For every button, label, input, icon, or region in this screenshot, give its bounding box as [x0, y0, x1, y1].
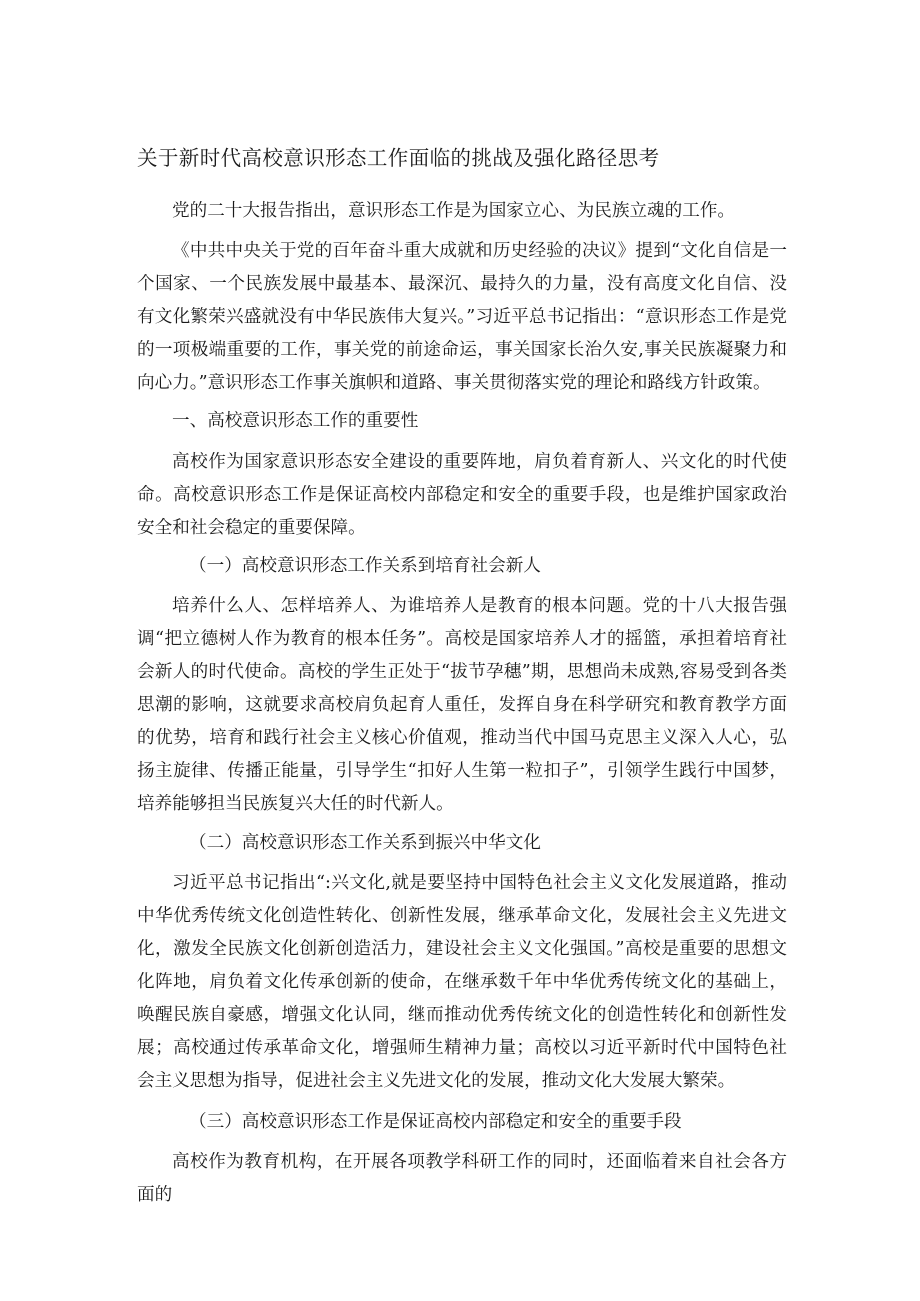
paragraph-revitalize-culture: 习近平总书记指出“:兴文化,就是要坚持中国特色社会主义文化发展道路，推动中华优秀传统文化创造性转化、创新性发展，继承革命文化，发展社会主义先进文化，激发全民族文化创新创造活力，建设社会主义文化强国。”高校是重要的思想文化阵地，肩负着文化传承创新的使命，在继承数千年中华优秀传统文化的基础上，唤醒民族自豪感，增强文化认同，继而推动优秀传统文化的创造性转化和创新性发展；高校通过传承革命文化，增强师生精神力量；高校以习近平新时代中国特色社会主义思想为指导，促进社会主义先进文化的发展，推动文化大发展大繁荣。 — [137, 873, 787, 1091]
document-title: 关于新时代高校意识形态工作面临的挑战及强化路径思考 — [137, 146, 660, 170]
paragraph-resolution-quote: 《中共中央关于党的百年奋斗重大成就和历史经验的决议》提到“文化自信是一个国家、一个民族发展中最基本、最深沉、最持久的力量，没有高度文化自信、没有文化繁荣兴盛就没有中华民族伟大复兴。”习近平总书记指出：“意识形态工作是党的一项极端重要的工作，事关党的前途命运，事关国家长治久安,事关民族凝聚力和向心力。”意识形态工作事关旗帜和道路、事关贯彻落实党的理论和路线方针政策。 — [137, 241, 787, 393]
subsection-heading-1: （一）高校意识形态工作关系到培育社会新人 — [189, 556, 541, 576]
paragraph-intro: 党的二十大报告指出，意识形态工作是为国家立心、为民族立魂的工作。 — [172, 201, 736, 221]
paragraph-cultivate-new-people: 培养什么人、怎样培养人、为谁培养人是教育的根本问题。党的十八大报告强调“把立德树人作为教育的根本任务”。高校是国家培养人才的摇篮，承担着培育社会新人的时代使命。高校的学生正处于“拔节孕穗”期，思想尚未成熟,容易受到各类思潮的影响，这就要求高校肩负起育人重任，发挥自身在科学研究和教育教学方面的优势，培育和践行社会主义核心价值观，推动当代中国马克思主义深入人心，弘扬主旋律、传播正能量，引导学生“扣好人生第一粒扣子”，引领学生践行中国梦，培养能够担当民族复兴大任的时代新人。 — [137, 596, 787, 814]
subsection-heading-3: （三）高校意识形态工作是保证高校内部稳定和安全的重要手段 — [189, 1112, 682, 1132]
section-heading-1: 一、高校意识形态工作的重要性 — [172, 411, 419, 431]
paragraph-stability: 高校作为教育机构，在开展各项教学科研工作的同时，还面临着来自社会各方面的 — [137, 1152, 787, 1205]
subsection-heading-2: （二）高校意识形态工作关系到振兴中华文化 — [189, 833, 541, 853]
paragraph-importance: 高校作为国家意识形态安全建设的重要阵地，肩负着育新人、兴文化的时代使命。高校意识形态工作是保证高校内部稳定和安全的重要手段，也是维护国家政治安全和社会稳定的重要保障。 — [137, 452, 787, 538]
